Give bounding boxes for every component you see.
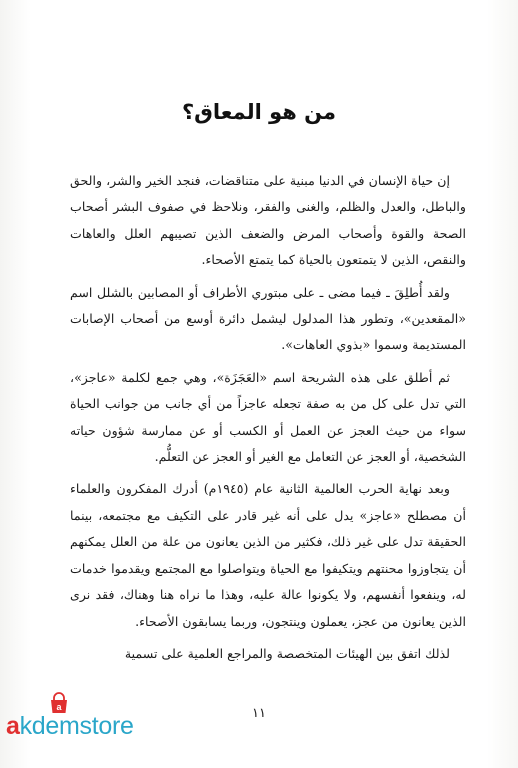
paragraph-3: ثم أطلق على هذه الشريحة اسم «العَجَزَة»، وهي جمع لكلمة «عاجز»، التي تدل على كل من به صفة تجعله عاجزاً من أي جانب من جوانب الحياة سواء من حيث العجز عن العمل أو الكسب أو عن ممارسة شؤون حياته الشخصية، أو العجز عن التعامل مع الغير أو العجز عن التعلُّم. (70, 369, 466, 465)
paragraph-1: إن حياة الإنسان في الدنيا مبنية على متناقضات، فنجد الخير والشر، والحق والباطل، والعدل والظلم، والغنى والفقر، ونلاحظ في صفوف البشر أصحاب الصحة والقوة وأصحاب المرض والضعف الذين تصيبهم العلل والعاهات والنقص، الذين لا يتمتعون بالحياة كما يتمتع الأصحاء. (70, 173, 466, 268)
paragraph-2: ولقد أُطلِقَ ـ فيما مضى ـ على مبتوري الأطراف أو المصابين بالشلل اسم «المقعدين»، وتطور هذا المدلول ليشمل دائرة أوسع من أصحاب الإصابات المستديمة وسموا «بذوي العاهات». (70, 284, 466, 353)
shopping-bag-icon (48, 692, 70, 714)
watermark-text (6, 712, 134, 741)
paragraph-4: وبعد نهاية الحرب العالمية الثانية عام (١٩٤٥م) أدرك المفكرون والعلماء أن مصطلح «عاجز» يدل على أنه غير قادر على التكيف مع مجتمعه، بينما الحقيقة تدل على غير ذلك، فكثير من الذين يعانون من علة من العلل يمكنهم أن يتجاوزوا محنتهم ويتكيفوا مع الحياة ويتواصلوا مع المجتمع ويقدموا خدمات له، وينفعوا أنفسهم، ولا يكونوا عالة عليه، وهذا ما نراه هنا وهناك، فقد نرى الذين يعانون من عجز، يعملون وينتجون، وربما يسابقون الأصحاء. (70, 481, 466, 629)
watermark-text-rest: kdemstore (19, 712, 134, 740)
watermark-text-first: a (6, 712, 20, 740)
watermark-logo (6, 692, 174, 744)
paragraph-5: لذلك اتفق بين الهيئات المتخصصة والمراجع العلمية على تسمية (124, 645, 450, 661)
page-title: من هو المعاق؟ (181, 100, 337, 124)
svg-text:a: a (56, 702, 62, 712)
body-text (70, 168, 466, 673)
page-number: ١١ (252, 706, 266, 721)
